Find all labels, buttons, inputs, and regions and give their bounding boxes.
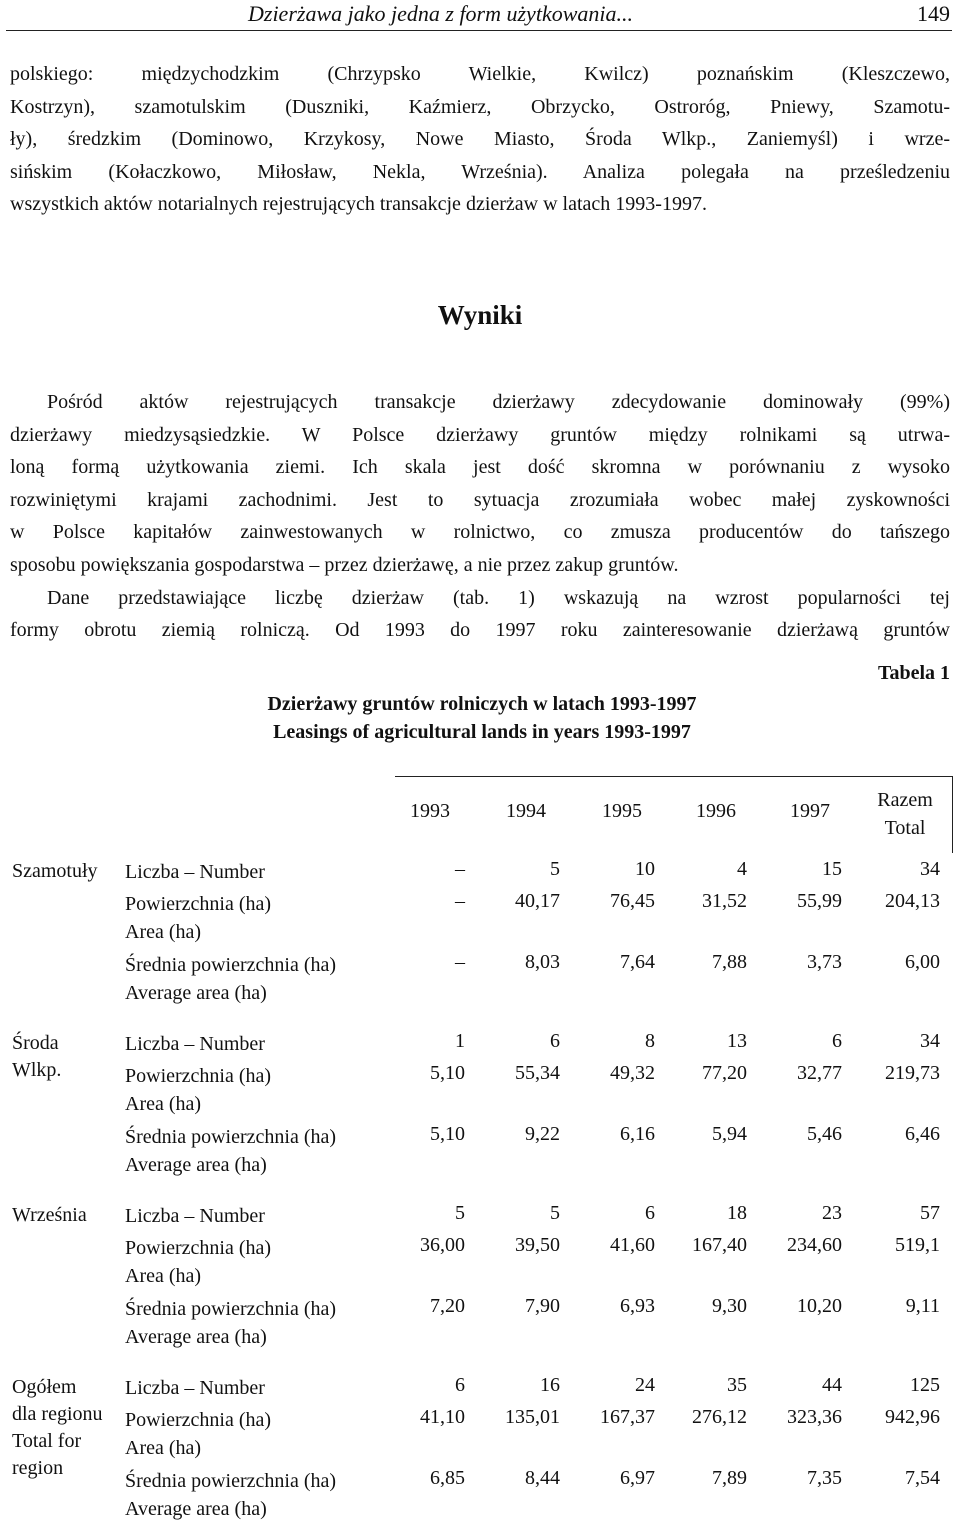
table-cell: 34 — [920, 858, 940, 880]
table-cell: 234,60 — [787, 1234, 842, 1256]
table-cell: 31,52 — [702, 890, 747, 912]
table-cell: 7,35 — [807, 1467, 842, 1489]
table-cell: 49,32 — [610, 1062, 655, 1084]
region-name: Września — [12, 1204, 87, 1226]
table-cell: 5 — [455, 1202, 465, 1224]
table-cell: 7,88 — [712, 951, 747, 973]
table-cell: 39,50 — [515, 1234, 560, 1256]
table-cell: 77,20 — [702, 1062, 747, 1084]
text-line: formy obrotu ziemią rolniczą. Od 1993 do 1997 roku zainteresowanie dzierżawą gruntów — [10, 619, 950, 642]
table-cell: 6,00 — [905, 951, 940, 973]
text-line: loną formą użytkowania ziemi. Ich skala jest dość skromna w porównaniu z wysoko — [10, 456, 950, 479]
text-line: dzierżawy miedzysąsiedzkie. W Polsce dzierżawy gruntów między rolnikami są utrwa- — [10, 423, 950, 446]
text-line: sińskim (Kołaczkowo, Miłosław, Nekla, Września). Analiza polegała na prześledzeniu — [10, 160, 950, 183]
table-cell: 32,77 — [797, 1062, 842, 1084]
text-line: Pośród aktów rejestrujących transakcje dzierżawy zdecydowanie dominowały (99%) — [47, 391, 950, 413]
table-caption-en: Leasings of agricultural lands in years 1993-1997 — [273, 721, 691, 743]
metric-label-area: Powierzchnia (ha) — [125, 1237, 272, 1259]
table-cell: 7,89 — [712, 1467, 747, 1489]
table-cell: 23 — [822, 1202, 842, 1224]
metric-label-avg-en: Average area (ha) — [125, 982, 267, 1004]
table-cell: 40,17 — [515, 890, 560, 912]
metric-label-area-en: Area (ha) — [125, 1265, 202, 1287]
metric-label-count: Liczba – Number — [125, 1033, 265, 1055]
running-head — [6, 0, 952, 31]
table-cell: 41,10 — [420, 1406, 465, 1428]
results-paragraph — [10, 386, 950, 647]
table-label: Tabela 1 — [877, 662, 950, 684]
region-name: Wlkp. — [12, 1059, 62, 1081]
total-header — [855, 786, 955, 842]
table-cell: 9,11 — [905, 1295, 940, 1317]
metric-label-area: Powierzchnia (ha) — [125, 893, 272, 915]
table-caption-pl: Dzierżawy gruntów rolniczych w latach 1993-1997 — [267, 693, 697, 715]
text-line: ły), średzkim (Dominowo, Krzykosy, Nowe Miasto, Środa Wlkp., Zaniemyśl) i wrze- — [10, 128, 950, 151]
table-cell: 167,37 — [600, 1406, 655, 1428]
table-cell: 10,20 — [797, 1295, 842, 1317]
table-cell: 7,90 — [525, 1295, 560, 1317]
metric-label-area: Powierzchnia (ha) — [125, 1065, 272, 1087]
region-name: Szamotuły — [12, 860, 98, 882]
table-cell: 6,93 — [620, 1295, 655, 1317]
table-cell: 6,85 — [430, 1467, 465, 1489]
table-cell: 167,40 — [692, 1234, 747, 1256]
table-cell: 7,64 — [620, 951, 655, 973]
table-cell: 34 — [920, 1030, 940, 1052]
region-name: Ogółem — [12, 1376, 77, 1398]
text-line: polskiego: międzychodzkim (Chrzypsko Wielkie, Kwilcz) poznańskim (Kleszczewo, — [10, 63, 950, 85]
year-header: 1997 — [790, 800, 830, 822]
text-line: w Polsce kapitałów zainwestowanych w rolnictwo, co zmusza producentów do tańszego — [10, 521, 950, 544]
page-number: 149 — [917, 1, 950, 26]
table-cell: 8 — [645, 1030, 655, 1052]
table-cell: 125 — [910, 1374, 940, 1396]
table-cell: 323,36 — [787, 1406, 842, 1428]
table-cell: 5 — [550, 858, 560, 880]
text-line: Kostrzyn), szamotulskim (Duszniki, Kaźmierz, Obrzycko, Ostroróg, Pniewy, Szamotu- — [10, 95, 950, 118]
table-cell: 5,10 — [430, 1062, 465, 1084]
table-cell: 6 — [832, 1030, 842, 1052]
table-cell: 6 — [455, 1374, 465, 1396]
metric-label-count: Liczba – Number — [125, 861, 265, 883]
table-cell: 5,46 — [807, 1123, 842, 1145]
table-cell: 10 — [635, 858, 655, 880]
year-header: 1993 — [410, 800, 450, 822]
metric-label-avg-en: Average area (ha) — [125, 1154, 267, 1176]
region-name: dla regionu — [12, 1403, 103, 1425]
table-cell: 6,97 — [620, 1467, 655, 1489]
year-header: 1995 — [602, 800, 642, 822]
text-line: wszystkich aktów notarialnych rejestrujących transakcje dzierżaw w latach 1993-1997. — [10, 193, 707, 216]
table-cell: 5,94 — [712, 1123, 747, 1145]
text-line: rozwiniętymi krajami zachodnimi. Jest to sytuacja zrozumiała wobec małej zyskowności — [10, 488, 950, 511]
year-header: 1994 — [506, 800, 546, 822]
table-cell: 3,73 — [807, 951, 842, 973]
table-cell: 9,30 — [712, 1295, 747, 1317]
table-cell: 276,12 — [692, 1406, 747, 1428]
running-title: Dzierżawa jako jedna z form użytkowania... — [248, 1, 633, 26]
table-cell: 7,20 — [430, 1295, 465, 1317]
table-cell: 44 — [822, 1374, 842, 1396]
table-caption — [222, 690, 742, 746]
table-cell: 4 — [737, 858, 747, 880]
table-cell: 24 — [635, 1374, 655, 1396]
metric-label-avg: Średnia powierzchnia (ha) — [125, 954, 337, 976]
table-cell: 8,03 — [525, 951, 560, 973]
total-header-pl: Razem — [877, 789, 933, 811]
metric-label-avg-en: Average area (ha) — [125, 1498, 267, 1520]
table-cell: 6,16 — [620, 1123, 655, 1145]
table-cell: 6,46 — [905, 1123, 940, 1145]
table-cell: 36,00 — [420, 1234, 465, 1256]
metric-label-avg-en: Average area (ha) — [125, 1326, 267, 1348]
table-cell: – — [455, 858, 465, 880]
text-line: Dane przedstawiające liczbę dzierżaw (tab. 1) wskazują na wzrost popularności tej — [47, 586, 950, 609]
region-name: Total for — [12, 1430, 82, 1452]
table-cell: 135,01 — [505, 1406, 560, 1428]
table-cell: 219,73 — [885, 1062, 940, 1084]
metric-label-area-en: Area (ha) — [125, 1437, 202, 1459]
table-cell: 55,99 — [797, 890, 842, 912]
table-cell: 519,1 — [895, 1234, 940, 1256]
metric-label-area-en: Area (ha) — [125, 1093, 202, 1115]
metric-label-avg: Średnia powierzchnia (ha) — [125, 1470, 337, 1492]
metric-label-avg: Średnia powierzchnia (ha) — [125, 1298, 337, 1320]
table-cell: 5,10 — [430, 1123, 465, 1145]
table-cell: – — [455, 951, 465, 973]
table-cell: 15 — [822, 858, 842, 880]
metric-label-avg: Średnia powierzchnia (ha) — [125, 1126, 337, 1148]
metric-label-area: Powierzchnia (ha) — [125, 1409, 272, 1431]
table-cell: 55,34 — [515, 1062, 560, 1084]
table-cell: 1 — [455, 1030, 465, 1052]
table-cell: 57 — [920, 1202, 940, 1224]
table-cell: 9,22 — [525, 1123, 560, 1145]
table-cell: 13 — [727, 1030, 747, 1052]
table-cell: 8,44 — [525, 1467, 560, 1489]
region-name: region — [12, 1457, 64, 1479]
metric-label-area-en: Area (ha) — [125, 921, 202, 943]
section-heading: Wyniki — [437, 300, 523, 330]
table-cell: 5 — [550, 1202, 560, 1224]
table-cell: – — [455, 890, 465, 912]
table-cell: 18 — [727, 1202, 747, 1224]
table-cell: 204,13 — [885, 890, 940, 912]
table-cell: 7,54 — [905, 1467, 940, 1489]
table-cell: 35 — [727, 1374, 747, 1396]
text-line: sposobu powiększania gospodarstwa – przez dzierżawę, a nie przez zakup gruntów. — [10, 553, 679, 576]
table-cell: 16 — [540, 1374, 560, 1396]
table-cell: 942,96 — [885, 1406, 940, 1428]
metric-label-count: Liczba – Number — [125, 1377, 265, 1399]
intro-paragraph — [10, 58, 950, 221]
table-cell: 6 — [645, 1202, 655, 1224]
table-cell: 76,45 — [610, 890, 655, 912]
metric-label-count: Liczba – Number — [125, 1205, 265, 1227]
table-cell: 6 — [550, 1030, 560, 1052]
total-header-en: Total — [884, 817, 926, 839]
region-name: Środa — [12, 1032, 59, 1054]
year-header: 1996 — [696, 800, 736, 822]
table-cell: 41,60 — [610, 1234, 655, 1256]
